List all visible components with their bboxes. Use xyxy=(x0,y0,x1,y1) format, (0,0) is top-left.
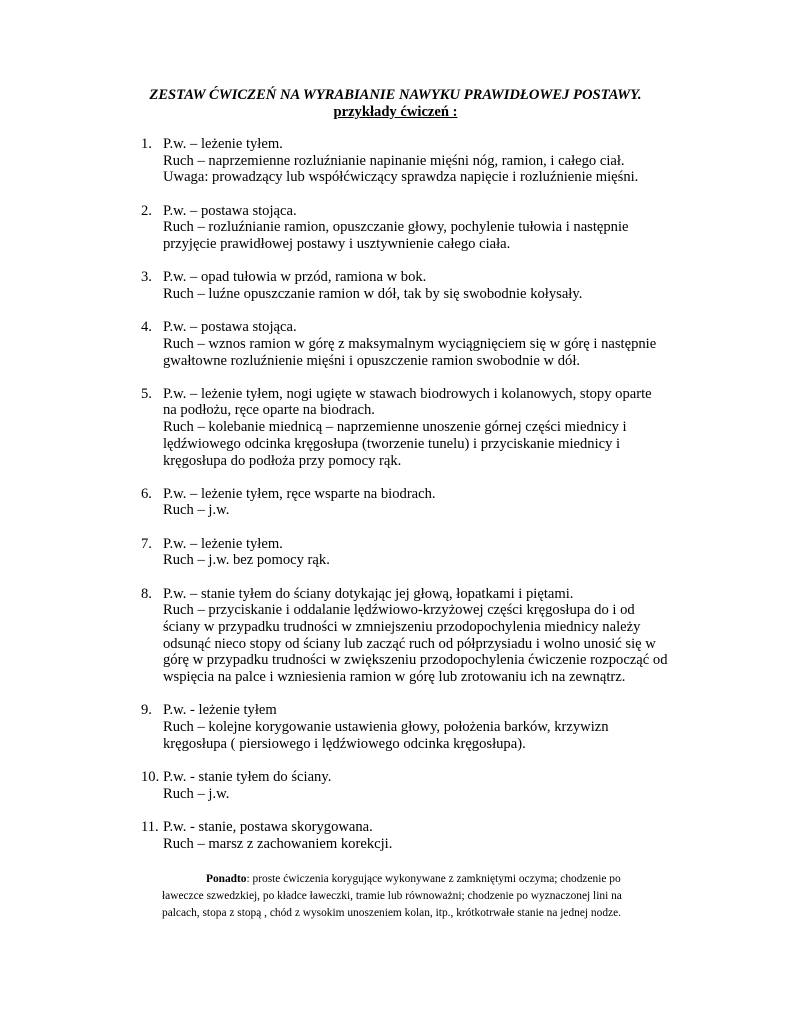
exercise-line: Ruch – kolejne korygowanie ustawienia głowy, położenia barków, krzywizn xyxy=(163,718,609,735)
exercise-number: 1. xyxy=(141,136,152,152)
exercise-number: 3. xyxy=(141,269,152,286)
exercise-number: 6. xyxy=(141,485,152,502)
exercise-line: P.w. – opad tułowia w przód, ramiona w bok. xyxy=(163,269,427,286)
exercise-line: ściany w przypadku trudności w zmniejszeniu przodopochylenia miednicy należy xyxy=(163,618,641,635)
document-subtitle: przykłady ćwiczeń : xyxy=(333,104,458,120)
exercise-line: P.w. – leżenie tyłem. xyxy=(163,535,283,552)
exercise-item-4 xyxy=(141,319,701,369)
exercise-item-2 xyxy=(141,203,701,253)
exercise-line: na podłożu, ręce oparte na biodrach. xyxy=(163,402,375,419)
exercise-line: Ruch – marsz z zachowaniem korekcji. xyxy=(163,835,393,852)
footer-note xyxy=(162,871,662,922)
exercise-line: Ruch – j.w. xyxy=(163,785,230,802)
exercise-item-8 xyxy=(141,586,701,686)
exercise-line: Ruch – luźne opuszczanie ramion w dół, tak by się swobodnie kołysały. xyxy=(163,285,583,302)
exercise-line: odsunąć nieco stopy od ściany lub zacząć ruch od półprzysiadu i wolno unosić się w xyxy=(163,635,656,652)
exercise-line: Ruch – rozluźnianie ramion, opuszczanie głowy, pochylenie tułowia i następnie xyxy=(163,219,629,236)
exercise-number: 7. xyxy=(141,535,152,552)
footer-text-1: : proste ćwiczenia korygujące wykonywane z zamkniętymi oczyma; chodzenie po xyxy=(246,873,621,885)
exercise-line: P.w. – postawa stojąca. xyxy=(163,202,297,219)
exercise-line: P.w. – leżenie tyłem, nogi ugięte w stawach biodrowych i kolanowych, stopy oparte xyxy=(163,385,652,402)
exercise-line: gwałtowne rozluźnienie mięśni i opuszczenie ramion swobodnie w dół. xyxy=(163,352,581,369)
exercise-item-1 xyxy=(141,136,701,186)
exercise-number: 11. xyxy=(141,818,159,835)
exercise-line: kręgosłupa ( piersiowego i lędźwiowego odcinka kręgosłupa). xyxy=(163,735,526,752)
exercise-item-10 xyxy=(141,769,701,802)
exercise-line: Uwaga: prowadzący lub współćwiczący sprawdza napięcie i rozluźnienie mięśni. xyxy=(163,169,639,186)
exercise-line: lędźwiowego odcinka kręgosłupa (tworzenie tunelu) i przyciskanie miednicy i xyxy=(163,435,621,452)
exercise-line: kręgosłupa do podłoża przy pomocy rąk. xyxy=(163,452,402,469)
exercise-item-5 xyxy=(141,386,701,470)
exercise-item-6 xyxy=(141,486,701,519)
exercise-number: 5. xyxy=(141,385,152,402)
exercise-list xyxy=(141,136,701,869)
exercise-line: przyjęcie prawidłowej postawy i usztywnienie całego ciała. xyxy=(163,236,511,253)
exercise-line: P.w. – stanie tyłem do ściany dotykając jej głową, łopatkami i piętami. xyxy=(163,585,574,602)
exercise-number: 2. xyxy=(141,202,152,219)
exercise-item-3 xyxy=(141,269,701,302)
exercise-line: Ruch – wznos ramion w górę z maksymalnym wyciągnięciem się w górę i następnie xyxy=(163,335,657,352)
exercise-number: 8. xyxy=(141,585,152,602)
exercise-line: P.w. – leżenie tyłem, ręce wsparte na biodrach. xyxy=(163,485,436,502)
exercise-item-7 xyxy=(141,536,701,569)
exercise-line: P.w. - leżenie tyłem xyxy=(163,702,277,719)
exercise-line: P.w. – leżenie tyłem. xyxy=(163,136,283,152)
exercise-line: Ruch – przyciskanie i oddalanie lędźwiowo-krzyżowej części kręgosłupa do i od xyxy=(163,602,635,619)
exercise-number: 10. xyxy=(141,768,160,785)
exercise-line: Ruch – kolebanie miednicą – naprzemienne unoszenie górnej części miednicy i xyxy=(163,419,627,436)
exercise-line: P.w. – postawa stojąca. xyxy=(163,319,297,336)
footer-line-3: palcach, stopa z stopą , chód z wysokim unoszeniem kolan, itp., krótkotrwałe stanie na jednej nodze. xyxy=(162,907,621,919)
exercise-number: 9. xyxy=(141,702,152,719)
exercise-line: P.w. - stanie, postawa skorygowana. xyxy=(163,818,373,835)
document-title: ZESTAW ĆWICZEŃ NA WYRABIANIE NAWYKU PRAWIDŁOWEJ POSTAWY. xyxy=(149,87,642,103)
exercise-item-9 xyxy=(141,702,701,752)
exercise-item-11 xyxy=(141,819,701,852)
exercise-line: Ruch – j.w. xyxy=(163,502,230,519)
exercise-line: wspięcia na palce i wzniesienia ramion w górę lub zrotowaniu ich na zewnątrz. xyxy=(163,669,626,686)
footer-line-2: ławeczce szwedzkiej, po kładce ławeczki, tramie lub równoważni; chodzenie po wyznaczonej lini na xyxy=(162,890,622,902)
footer-line-1 xyxy=(162,871,662,888)
exercise-line: Ruch – j.w. bez pomocy rąk. xyxy=(163,552,330,569)
exercise-line: P.w. - stanie tyłem do ściany. xyxy=(163,768,332,785)
exercise-number: 4. xyxy=(141,319,152,336)
footer-label: Ponadto xyxy=(206,873,247,885)
exercise-line: górę w przypadku trudności w zwiększeniu przodopochylenia ćwiczenie rozpocząć od xyxy=(163,652,668,669)
exercise-line: Ruch – naprzemienne rozluźnianie napinanie mięśni nóg, ramion, i całego ciał. xyxy=(163,152,625,169)
